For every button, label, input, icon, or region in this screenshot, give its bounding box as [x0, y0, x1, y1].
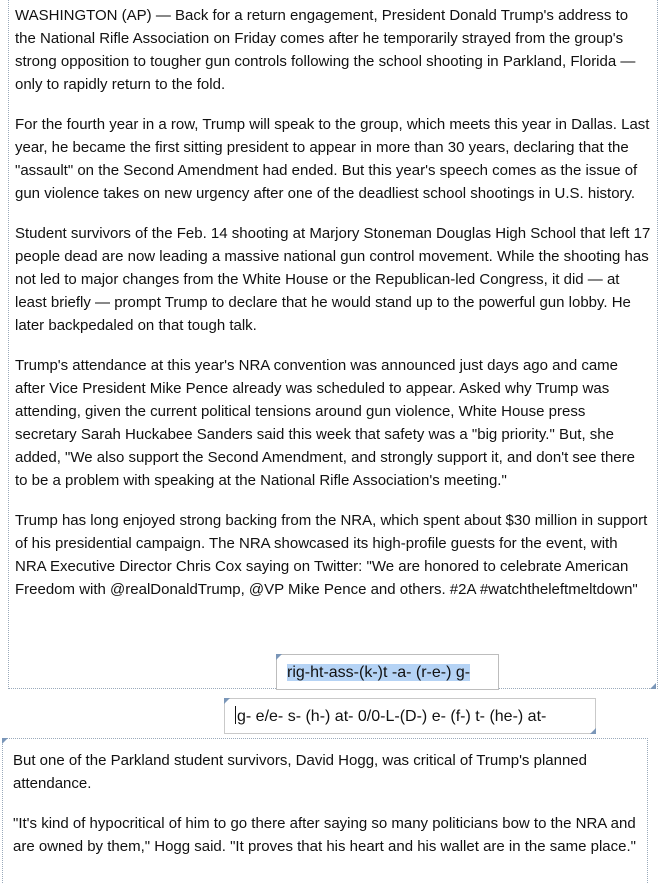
resize-handle-icon[interactable]	[650, 683, 656, 689]
resize-handle-icon[interactable]	[590, 728, 596, 734]
selected-text: rig-ht-ass-(k-)t -a- (r-e-) g-	[287, 664, 471, 681]
article-paragraph: Trump's attendance at this year's NRA convention was announced just days ago and came after Vice President Mike Pence already was scheduled to appear. Asked why Trump was attending, given the current political tensions around gun violence, White House press secretary Sarah Huckabee Sanders said this week that safety was a "big priority." But, she added, "We also support the Second Amendment, and strongly support it, and don't see there to be a problem with speaking at the National Rifle Association's meeting."	[15, 357, 635, 489]
article-text-area-top[interactable]	[8, 0, 658, 689]
text-caret	[235, 706, 236, 724]
article-paragraph: Trump has long enjoyed strong backing from the NRA, which spent about $30 million in support of his presidential campaign. The NRA showcased its high-profile guests for the event, with NRA Executive Director Chris Cox saying on Twitter: "We are honored to celebrate American Freedom with @realDonaldTrump, @VP Mike Pence and others. #2A #watchtheleftmeltdown"	[15, 512, 648, 598]
phonetic-input-selected[interactable]	[276, 654, 499, 690]
article-text-area-bottom[interactable]	[2, 738, 648, 883]
input-value: g- e/e- s- (h-) at- 0/0-L-(D-) e- (f-) t- (he-) at-	[237, 708, 547, 725]
article-paragraph: For the fourth year in a row, Trump will speak to the group, which meets this year in Dallas. Last year, he became the first sitting president to appear in more than 30 years, declaring that the "assault" on the Second Amendment had ended. But this year's speech comes as the issue of gun violence takes on new urgency after one of the deadliest school shootings in U.S. history.	[15, 116, 650, 202]
input-corner-icon	[276, 654, 282, 660]
article-paragraph: WASHINGTON (AP) — Back for a return engagement, President Donald Trump's address to the National Rifle Association on Friday comes after he temporarily strayed from the group's strong opposition to tougher gun controls following the school shooting in Parkland, Florida — only to rapidly return to the fold.	[15, 7, 636, 93]
phonetic-input-active[interactable]	[224, 698, 596, 734]
textarea-corner-icon	[2, 738, 8, 744]
article-paragraph: "It's kind of hypocritical of him to go there after saying so many politicians bow to the NRA and are owned by them," Hogg said. "It proves that his heart and his wallet are in the same place."	[13, 815, 636, 855]
article-paragraph: But one of the Parkland student survivors, David Hogg, was critical of Trump's planned attendance.	[13, 752, 587, 792]
input-corner-icon	[224, 698, 230, 704]
article-paragraph: Student survivors of the Feb. 14 shooting at Marjory Stoneman Douglas High School that left 17 people dead are now leading a massive national gun control movement. While the shooting has not led to major changes from the White House or the Republican-led Congress, it did — at least briefly — prompt Trump to declare that he would stand up to the powerful gun lobby. He later backpedaled on that tough talk.	[15, 225, 651, 334]
